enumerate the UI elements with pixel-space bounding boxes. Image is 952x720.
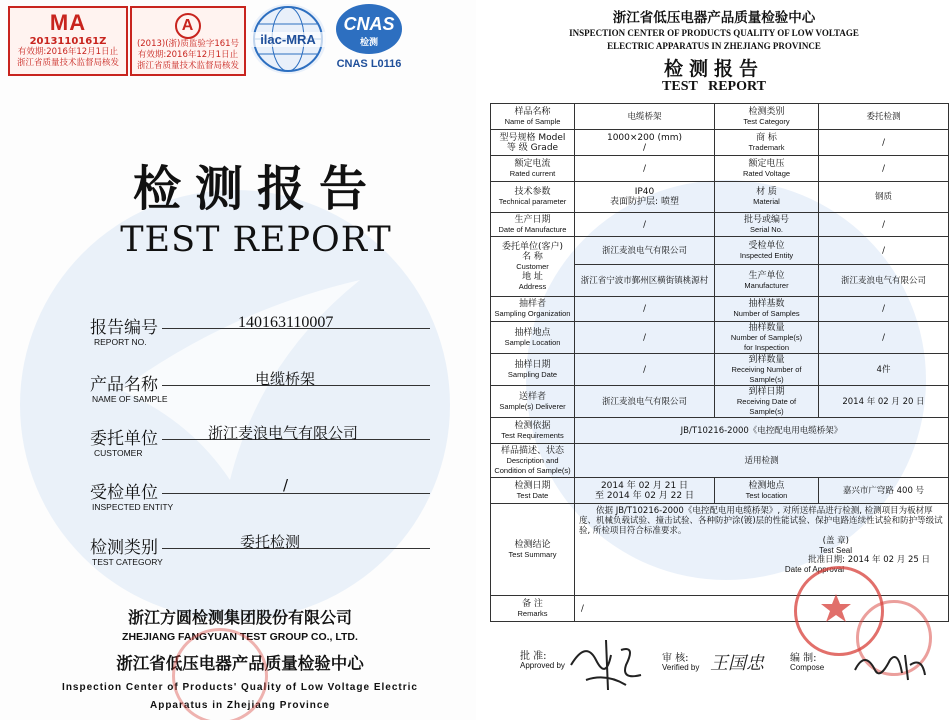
sample-count-label	[715, 297, 819, 322]
label-zh: 送样者	[518, 391, 546, 402]
sampling-location-label	[491, 322, 575, 354]
ilac-mra-label: ilac-MRA	[250, 32, 326, 47]
cover-field-report-no	[90, 313, 430, 353]
model-label	[491, 130, 575, 156]
field-label-zh: 产品名称	[90, 375, 158, 395]
requirements-label	[491, 418, 575, 444]
label-en: Date of Manufacture	[498, 224, 567, 234]
field-label-zh: 检测类别	[90, 538, 158, 558]
label-zh: 样品描述、状态	[500, 445, 564, 456]
serial-label	[715, 213, 819, 237]
table-row	[491, 478, 949, 504]
label-zh: 抽样地点	[514, 327, 551, 338]
customer-label	[491, 237, 575, 297]
inspected-entity-value: /	[819, 237, 949, 265]
cnas-badge	[336, 4, 402, 54]
cover-field-test-category	[90, 533, 430, 573]
trademark-label	[715, 130, 819, 156]
label-en: Description and	[506, 455, 559, 465]
label-en: Sampling Date	[507, 369, 558, 379]
label-zh: 检测结论	[514, 539, 551, 550]
company-seal	[172, 628, 268, 720]
label-zh: 生产日期	[514, 214, 551, 225]
test-category-label	[715, 104, 819, 130]
sampling-date-value: /	[575, 354, 715, 386]
approved-label-zh: 批 准:	[520, 651, 547, 662]
verified-label-zh: 审 核:	[662, 653, 689, 664]
sample-name-value: 电缆桥架	[575, 104, 715, 130]
label-zh: 材 质	[756, 187, 777, 197]
description-value: 适用检测	[575, 444, 949, 478]
composer-signature	[850, 645, 930, 685]
label-zh: 样品名称	[514, 106, 551, 117]
label-zh: 检测地点	[748, 480, 785, 491]
manufacture-date-label	[491, 213, 575, 237]
label-en-address: Address	[518, 281, 547, 291]
label-zh: 受检单位	[748, 240, 785, 251]
label-zh: 检测依据	[514, 420, 551, 431]
table-row	[491, 504, 949, 596]
label-en: Test Requirements	[501, 430, 564, 440]
label-en: Customer	[516, 261, 549, 271]
label-zh: 抽样数量	[748, 322, 785, 333]
customer-value: 浙江麦浪电气有限公司	[208, 424, 359, 442]
customer-address-value: 浙江省宁波市鄞州区横街镇桃源村	[575, 265, 715, 297]
table-row	[491, 418, 949, 444]
sampling-org-label	[491, 297, 575, 322]
label-en: Name of Sample	[504, 116, 561, 126]
cnas-name: CNAS	[343, 14, 395, 34]
label-zh: 抽样日期	[514, 359, 551, 370]
label-en: Rated Voltage	[742, 168, 791, 178]
label-en: Number of Samples	[733, 309, 800, 318]
remarks-label	[491, 596, 575, 622]
compose-label-zh: 编 制:	[790, 653, 817, 664]
verifier-signature: 王国忠	[710, 653, 764, 674]
table-row	[491, 444, 949, 478]
description-label	[491, 444, 575, 478]
label-en: Test location	[745, 490, 788, 500]
label-en-2: for Inspection	[743, 342, 790, 352]
model-value	[575, 130, 715, 156]
test-location-label	[715, 478, 819, 504]
test-location-value: 嘉兴市广穹路 400 号	[819, 478, 949, 504]
sample-count-value: /	[819, 297, 949, 322]
table-row	[491, 237, 949, 265]
center-name-zh: 浙江省低压电器产品质量检验中心	[116, 654, 364, 673]
test-category-value: 委托检测	[819, 104, 949, 130]
table-row	[491, 386, 949, 418]
cma-validity: 有效期:2016年12月1日止	[17, 47, 119, 57]
cma-mark: MA	[49, 10, 87, 35]
sample-name-value: 电缆桥架	[255, 370, 316, 388]
manufacture-date-value: /	[575, 213, 715, 237]
label-zh: 到样日期	[748, 386, 785, 397]
label-zh: 生产单位	[748, 270, 785, 281]
verified-block	[662, 649, 782, 689]
label-zh-2: 等 级 Grade	[506, 142, 559, 153]
label-en: Material	[753, 197, 780, 206]
cal-certification-stamp	[130, 6, 246, 76]
seal-label-zh: (盖 章)	[822, 536, 849, 546]
model-spec: 1000×200 (mm)	[606, 132, 683, 143]
field-underline	[162, 493, 430, 494]
label-zh: 委托单位(客户)	[501, 241, 564, 252]
cover-field-inspected-entity	[90, 478, 430, 518]
table-row	[491, 297, 949, 322]
label-en-2: Sample(s)	[749, 374, 784, 384]
test-date-label	[491, 478, 575, 504]
manufacturer-value: 浙江麦浪电气有限公司	[819, 265, 949, 297]
details-header-en-1: INSPECTION CENTER OF PRODUCTS QUALITY OF LOW VOLTAGE	[569, 28, 859, 38]
test-date-start: 2014 年 02 月 21 日	[600, 480, 689, 491]
inspection-count-label	[715, 322, 819, 354]
label-zh: 额定电流	[514, 158, 551, 169]
label-zh: 批号或编号	[743, 214, 789, 225]
seal-label-en: Test Seal	[819, 546, 852, 555]
sampling-date-label	[491, 354, 575, 386]
approved-block	[520, 647, 660, 687]
ilac-mra-logo	[250, 4, 326, 74]
field-label-zh: 委托单位	[90, 429, 158, 449]
label-zh: 备 注	[522, 598, 543, 609]
field-label-en: TEST CATEGORY	[92, 557, 163, 567]
rated-voltage-label	[715, 156, 819, 182]
cover-title-en: TEST REPORT	[120, 220, 392, 260]
rated-current-label	[491, 156, 575, 182]
inspected-entity-value: /	[283, 476, 289, 494]
test-date-value	[575, 478, 715, 504]
cnas-logo	[330, 4, 408, 76]
cnas-code: CNAS L0116	[336, 58, 402, 70]
table-row	[491, 104, 949, 130]
label-zh: 到样数量	[748, 354, 785, 365]
center-name-en-2: Apparatus in Zhejiang Province	[149, 700, 331, 711]
report-details-page	[476, 0, 952, 720]
details-header-zh: 浙江省低压电器产品质量检验中心	[612, 10, 816, 26]
trademark-value: /	[819, 130, 949, 156]
label-en: Test Category	[743, 116, 790, 126]
compose-label-en: Compose	[790, 663, 825, 672]
surface-protection: 表面防护层: 喷塑	[610, 197, 679, 207]
company-name-en: ZHEJIANG FANGYUAN TEST GROUP CO., LTD.	[122, 631, 358, 643]
label-en: Trademark	[748, 142, 785, 152]
approved-label-en: Approved by	[520, 661, 565, 670]
label-en: Manufacturer	[744, 280, 789, 290]
label-zh-address: 地 址	[522, 271, 543, 282]
table-row	[491, 182, 949, 213]
inspected-entity-label	[715, 237, 819, 265]
label-en: Receiving Date of	[736, 396, 797, 406]
requirements-value: JB/T10216-2000《电控配电用电缆桥架》	[575, 418, 949, 444]
field-label-en: NAME OF SAMPLE	[92, 394, 168, 404]
report-number-value: 140163110007	[238, 314, 334, 331]
field-label-zh: 受检单位	[90, 483, 158, 503]
ip-rating: IP40	[634, 187, 655, 197]
details-title-zh: 检测报告	[663, 58, 764, 80]
label-en: Test Date	[516, 490, 549, 500]
label-zh: 型号规格 Model	[499, 132, 566, 143]
label-en: Remarks	[517, 608, 548, 618]
cal-validity: 有效期:2016年12月1日止	[137, 50, 239, 60]
sampling-location-value: /	[575, 322, 715, 354]
cal-mark	[132, 10, 244, 39]
label-en: Technical parameter	[498, 197, 567, 206]
label-en: Inspected Entity	[739, 250, 794, 260]
label-en: Receiving Number of	[731, 364, 802, 374]
summary-label	[491, 504, 575, 596]
serial-value: /	[819, 213, 949, 237]
cover-field-customer	[90, 424, 430, 464]
receiving-date-label	[715, 386, 819, 418]
label-zh: 额定电压	[748, 158, 785, 169]
company-name-zh: 浙江方圆检测集团股份有限公司	[127, 608, 352, 627]
table-row	[491, 156, 949, 182]
test-category-value: 委托检测	[240, 533, 301, 551]
details-title-en: TEST REPORT	[662, 79, 766, 94]
technical-label	[491, 182, 575, 213]
label-en: Rated current	[509, 168, 556, 178]
received-count-label	[715, 354, 819, 386]
inspection-count-value: /	[819, 322, 949, 354]
table-row	[491, 322, 949, 354]
receiving-date-value: 2014 年 02 月 20 日	[819, 386, 949, 418]
label-zh: 检测日期	[514, 480, 551, 491]
cma-certification-stamp	[8, 6, 128, 76]
material-label	[715, 182, 819, 213]
approval-date-en: Date of Approval	[784, 565, 844, 574]
compose-block	[790, 649, 940, 689]
manufacturer-label	[715, 265, 819, 297]
cover-field-sample-name	[90, 370, 430, 410]
center-name-en-1: Inspection Center of Products' Quality of Low Voltage Electric	[62, 682, 418, 693]
received-count-value: 4件	[819, 354, 949, 386]
summary-text: 依据 JB/T10216-2000《电控配电用电缆桥架》, 对所送样品进行检测, 检测项目为板材厚度、机械负载试验、撞击试验、各种防护涂(镀)层的性能试验、保护电路连续性试验和防护等级试验, 所检项目符合标准要求。	[579, 506, 943, 536]
cal-authority: 浙江省质量技术监督局核发	[136, 61, 239, 71]
label-en: Sample Location	[504, 337, 561, 347]
rated-current-value: /	[575, 156, 715, 182]
rated-voltage-value: /	[819, 156, 949, 182]
remarks-value: /	[575, 596, 949, 622]
customer-name-value: 浙江麦浪电气有限公司	[575, 237, 715, 265]
sampling-org-value: /	[575, 297, 715, 322]
summary-cell	[575, 504, 949, 596]
details-header-en-2: ELECTRIC APPARATUS IN ZHEJIANG PROVINCE	[607, 41, 821, 51]
label-en: Test Summary	[508, 549, 557, 559]
label-en: Sampling Organization	[494, 309, 571, 318]
technical-value	[575, 182, 715, 213]
field-label-en: CUSTOMER	[94, 448, 143, 458]
sample-name-label	[491, 104, 575, 130]
table-row	[491, 354, 949, 386]
verified-label-en: Verified by	[662, 663, 700, 672]
deliverer-value: 浙江麦浪电气有限公司	[575, 386, 715, 418]
label-en: Sample(s) Deliverer	[499, 401, 566, 411]
label-zh: 商 标	[756, 132, 777, 143]
cal-mark-letter: A	[175, 13, 201, 39]
table-row	[491, 130, 949, 156]
table-row	[491, 213, 949, 237]
label-zh: 抽样者	[518, 299, 546, 309]
report-details-table	[490, 103, 949, 622]
cover-title-zh: 检测报告	[132, 161, 381, 217]
deliverer-label	[491, 386, 575, 418]
label-zh: 抽样基数	[748, 299, 785, 309]
cma-number: 2013110161Z	[29, 36, 107, 47]
label-en-2: Condition of Sample(s)	[494, 465, 571, 475]
cal-number: (2013)(浙)质监验字161号	[136, 39, 240, 49]
approver-signature	[566, 635, 656, 695]
cma-authority: 浙江省质量技术监督局核发	[16, 58, 119, 68]
label-zh: 检测类别	[748, 106, 785, 117]
field-label-en: REPORT NO.	[94, 337, 147, 347]
label-en-2: Sample(s)	[749, 406, 784, 416]
field-label-zh: 报告编号	[90, 318, 158, 338]
material-value: 钢质	[819, 182, 949, 213]
cnas-sub: 检测	[359, 38, 378, 48]
label-en: Serial No.	[750, 224, 783, 234]
test-date-end: 至 2014 年 02 月 22 日	[595, 490, 694, 501]
label-zh: 技术参数	[514, 187, 551, 197]
grade-value: /	[642, 142, 647, 153]
field-label-en: INSPECTED ENTITY	[92, 502, 174, 512]
approval-date: 批准日期: 2014 年 02 月 25 日	[808, 555, 930, 565]
label-en: Number of Sample(s)	[730, 332, 803, 342]
label-zh-name: 名 称	[522, 251, 543, 262]
